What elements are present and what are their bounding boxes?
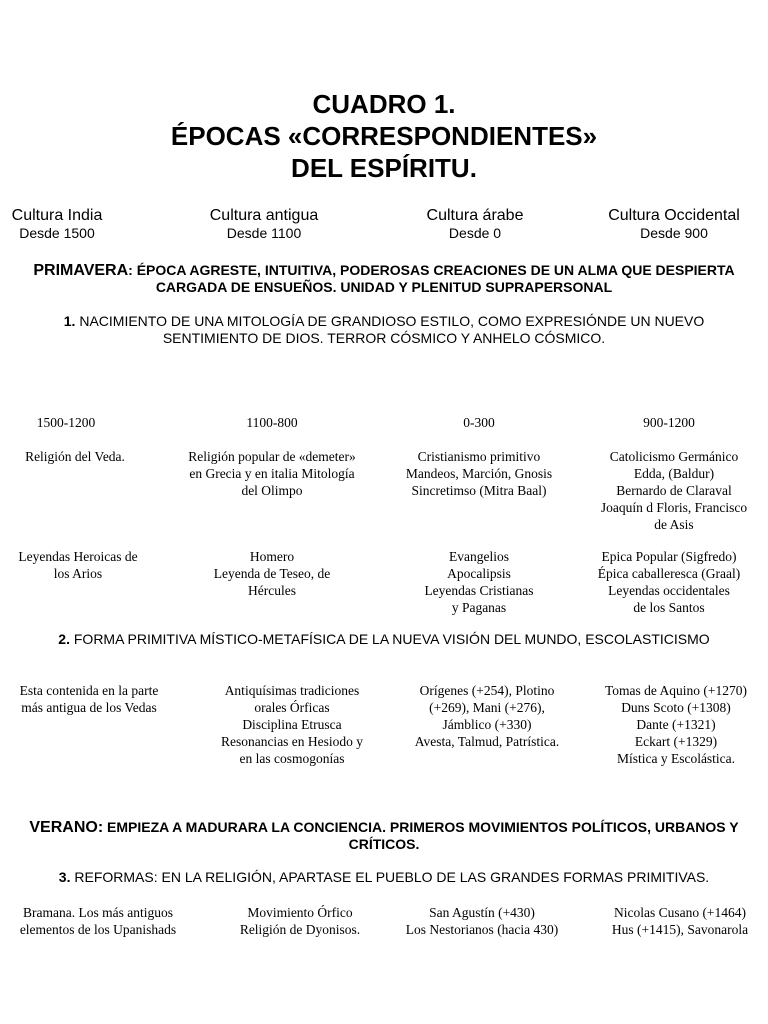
culture-header-row [0, 206, 768, 246]
culture-antigua [169, 206, 359, 242]
section-3-heading [20, 869, 748, 886]
season-verano [20, 819, 748, 853]
mystic-occidental: Tomas de Aquino (+1270) Duns Scoto (+1308) Dante (+1321) Eckart (+1329) Mística y Escolástica. [604, 683, 748, 766]
culture-arabe [380, 206, 570, 242]
religion-india: Religión del Veda. [25, 449, 125, 464]
title-line-1: CUADRO 1. [312, 89, 456, 119]
section-number: 1. [63, 313, 76, 329]
religion-occidental: Catolicismo Germánico Edda, (Baldur) Bernardo de Claraval Joaquín d Floris, Francisco de Asis [600, 449, 748, 532]
title-line-2: ÉPOCAS «CORRESPONDIENTES» [170, 121, 598, 151]
culture-name: Cultura antigua [209, 207, 319, 224]
document-title [0, 88, 768, 184]
season-name: PRIMAVERA [33, 262, 129, 279]
section-text: REFORMAS: EN LA RELIGIÓN, APARTASE EL PUEBLO DE LAS GRANDES FORMAS PRIMITIVAS. [70, 869, 710, 885]
culture-name: Cultura Occidental [608, 207, 740, 224]
section-1-heading [20, 313, 748, 347]
mystic-arabe: Orígenes (+254), Plotino (+269), Mani (+276), Jámblico (+330) Avesta, Talmud, Patrística. [414, 683, 560, 749]
culture-since: Desde 900 [640, 225, 708, 241]
culture-name: Cultura árabe [426, 207, 524, 224]
section-text: NACIMIENTO DE UNA MITOLOGÍA DE GRANDIOSO ESTILO, COMO EXPRESIÓNDE UN NUEVO SENTIMIENTO DE DIOS. TERROR CÓSMICO Y ANHELO CÓSMICO. [75, 313, 705, 346]
religion-antigua: Religión popular de «demeter» en Grecia y en italia Mitología del Olimpo [188, 449, 356, 498]
culture-since: Desde 1500 [19, 225, 95, 241]
season-description: EMPIEZA A MADURARA LA CONCIENCIA. PRIMEROS MOVIMIENTOS POLÍTICOS, URBANOS Y CRÍTICOS. [103, 819, 739, 852]
legends-antigua: Homero Leyenda de Teseo, de Hércules [213, 549, 331, 598]
season-description: : ÉPOCA AGRESTE, INTUITIVA, PODEROSAS CREACIONES DE UN ALMA QUE DESPIERTA CARGADA DE ENSUEÑOS. UNIDAD Y PLENITUD SUPRAPERSONAL [128, 262, 735, 295]
season-name: VERANO: [29, 819, 104, 836]
period-arabe: 0-300 [463, 415, 495, 430]
section-2-heading [20, 631, 748, 648]
culture-name: Cultura India [11, 207, 103, 224]
section-number: 2. [58, 631, 70, 647]
period-occidental: 900-1200 [643, 415, 695, 430]
religion-arabe: Cristianismo primitivo Mandeos, Marción, Gnosis Sincretimso (Mitra Baal) [405, 449, 553, 498]
period-india: 1500-1200 [36, 415, 96, 430]
reforms-antigua: Movimiento Órfico Religión de Dyonisos. [239, 905, 361, 937]
legends-arabe: Evangelios Apocalipsis Leyendas Cristianas y Paganas [424, 549, 534, 615]
culture-since: Desde 0 [448, 225, 502, 241]
reforms-arabe: San Agustín (+430) Los Nestorianos (hacia 430) [405, 905, 559, 937]
section-text: FORMA PRIMITIVA MÍSTICO-METAFÍSICA DE LA NUEVA VISIÓN DEL MUNDO, ESCOLASTICISMO [69, 631, 710, 647]
reforms-india: Bramana. Los más antiguos elementos de los Upanishads [19, 905, 177, 937]
section-number: 3. [58, 869, 71, 885]
culture-india [0, 206, 152, 242]
mystic-india: Esta contenida en la parte más antigua de los Vedas [19, 683, 159, 715]
title-line-3: DEL ESPÍRITU. [291, 153, 477, 183]
legends-occidental: Epica Popular (Sigfredo) Épica caballeresca (Graal) Leyendas occidentales de los Santos [597, 549, 741, 615]
culture-occidental [579, 206, 768, 242]
culture-since: Desde 1100 [226, 225, 302, 241]
season-primavera [20, 262, 748, 296]
reforms-occidental: Nicolas Cusano (+1464) Hus (+1415), Savonarola [611, 905, 749, 937]
period-antigua: 1100-800 [246, 415, 298, 430]
mystic-antigua: Antiquísimas tradiciones orales Órficas Disciplina Etrusca Resonancias en Hesiodo y en las cosmogonías [220, 683, 364, 766]
legends-india: Leyendas Heroicas de los Arios [18, 549, 138, 581]
